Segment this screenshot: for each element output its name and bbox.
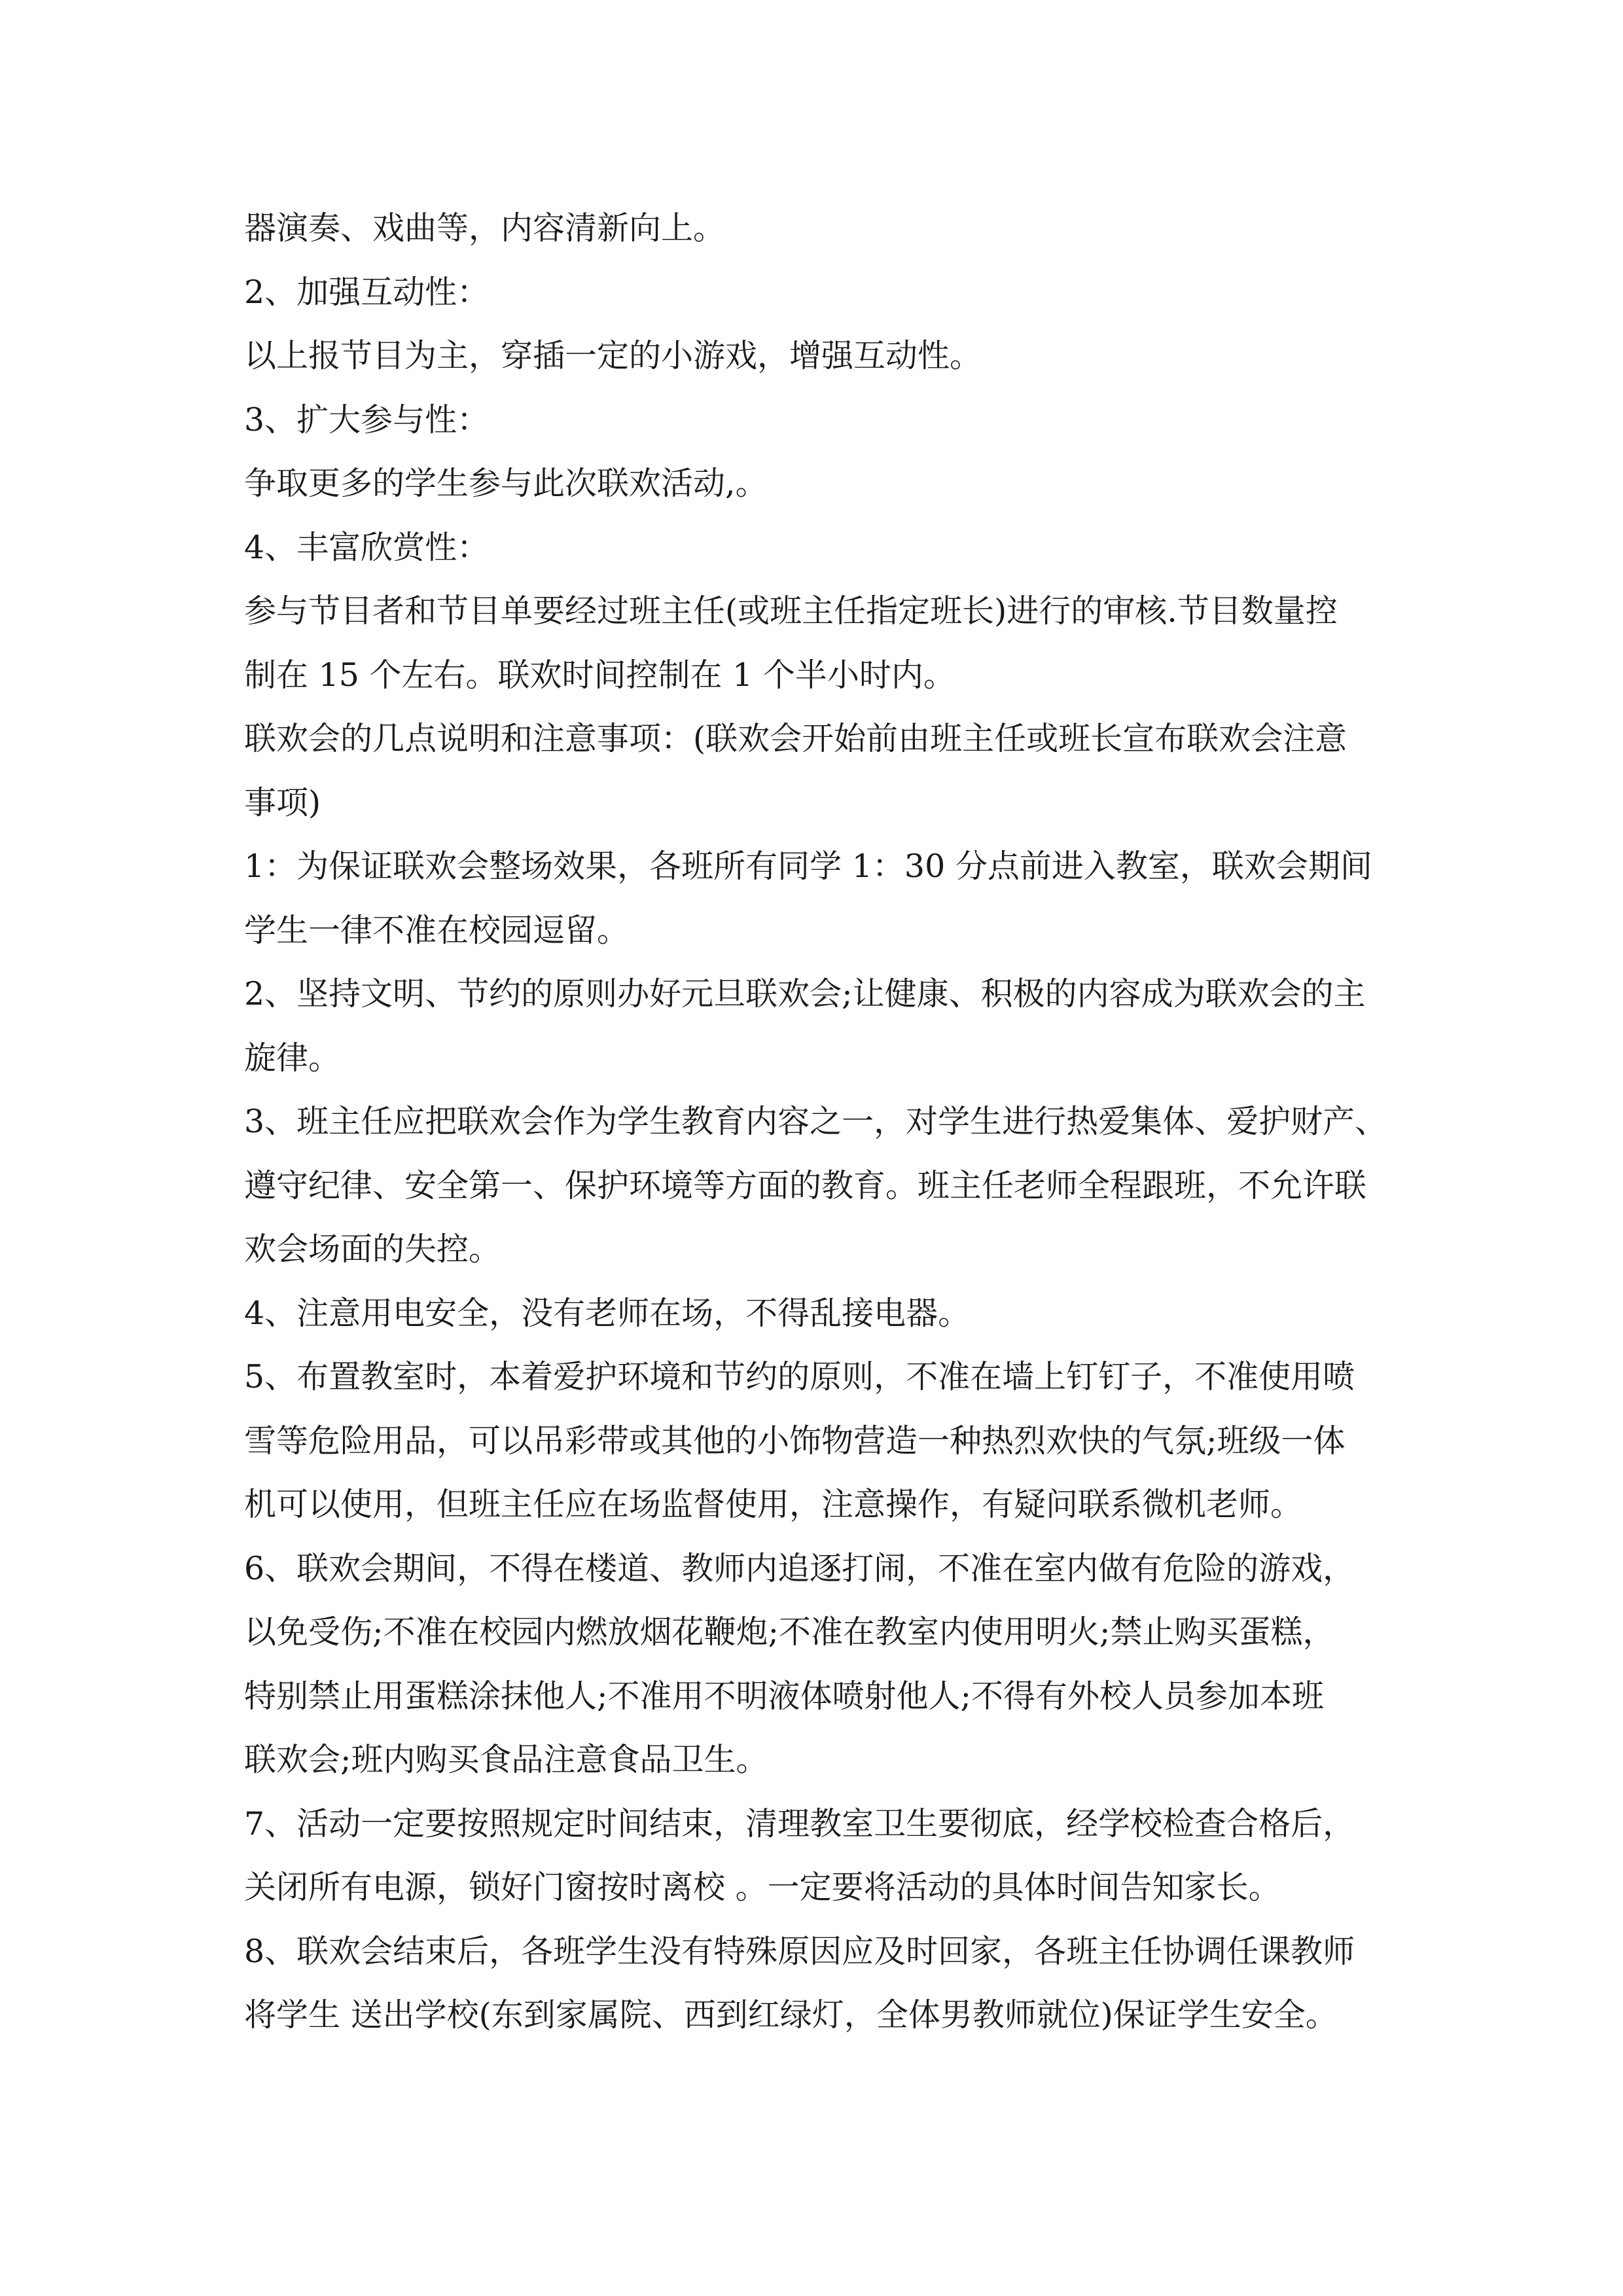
text-line: 欢会场面的失控。 [244,1230,501,1268]
text-line: 3、班主任应把联欢会作为学生教育内容之一，对学生进行热爱集体、爱护财产、 [244,1103,1387,1140]
text-line: 关闭所有电源，锁好门窗按时离校 。一定要将活动的具体时间告知家长。 [244,1869,1281,1906]
text-line: 学生一律不准在校园逗留。 [244,911,630,949]
text-line: 联欢会的几点说明和注意事项：(联欢会开始前由班主任或班长宣布联欢会注意 [244,720,1347,757]
text-line: 2、坚持文明、节约的原则办好元旦联欢会;让健康、积极的内容成为联欢会的主 [244,975,1366,1013]
text-line: 事项) [244,783,321,821]
text-line: 将学生 送出学校(东到家属院、西到红绿灯，全体男教师就位)保证学生安全。 [244,1996,1338,2034]
text-line: 5、布置教室时，本着爱护环境和节约的原则，不准在墙上钉钉子，不准使用喷 [244,1358,1355,1395]
text-line: 4、注意用电安全，没有老师在场，不得乱接电器。 [244,1294,971,1332]
text-line: 机可以使用，但班主任应在场监督使用，注意操作，有疑问联系微机老师。 [244,1486,1303,1523]
text-line: 联欢会;班内购买食品注意食品卫生。 [244,1741,768,1778]
text-line: 1：为保证联欢会整场效果，各班所有同学 1：30 分点前进入教室，联欢会期间 [244,848,1372,885]
text-line: 参与节目者和节目单要经过班主任(或班主任指定班长)进行的审核.节目数量控 [244,592,1338,630]
text-line: 制在 15 个左右。联欢时间控制在 1 个半小时内。 [244,656,955,694]
text-line: 3、扩大参与性： [244,401,490,439]
text-line: 旋律。 [244,1039,341,1077]
text-line: 争取更多的学生参与此次联欢活动,。 [244,465,768,502]
text-line: 遵守纪律、安全第一、保护环境等方面的教育。班主任老师全程跟班，不允许联 [244,1166,1367,1204]
text-line: 2、加强互动性： [244,273,490,311]
text-line: 特别禁止用蛋糕涂抹他人;不准用不明液体喷射他人;不得有外校人员参加本班 [244,1677,1325,1715]
text-line: 器演奏、戏曲等，内容清新向上。 [244,209,726,247]
text-line: 8、联欢会结束后，各班学生没有特殊原因应及时回家，各班主任协调任课教师 [244,1932,1355,1970]
text-line: 6、联欢会期间，不得在楼道、教师内追逐打闹，不准在室内做有危险的游戏， [244,1549,1355,1587]
text-line: 4、丰富欣赏性： [244,528,490,566]
text-line: 以免受伤;不准在校园内燃放烟花鞭炮;不准在教室内使用明火;禁止购买蛋糕， [244,1613,1335,1651]
text-line: 雪等危险用品，可以吊彩带或其他的小饰物营造一种热烈欢快的气氛;班级一体 [244,1422,1346,1460]
document-body [244,196,1387,2047]
text-line: 以上报节目为主，穿插一定的小游戏，增强互动性。 [244,337,982,374]
text-line: 7、活动一定要按照规定时间结束，清理教室卫生要彻底，经学校检查合格后， [244,1804,1355,1842]
